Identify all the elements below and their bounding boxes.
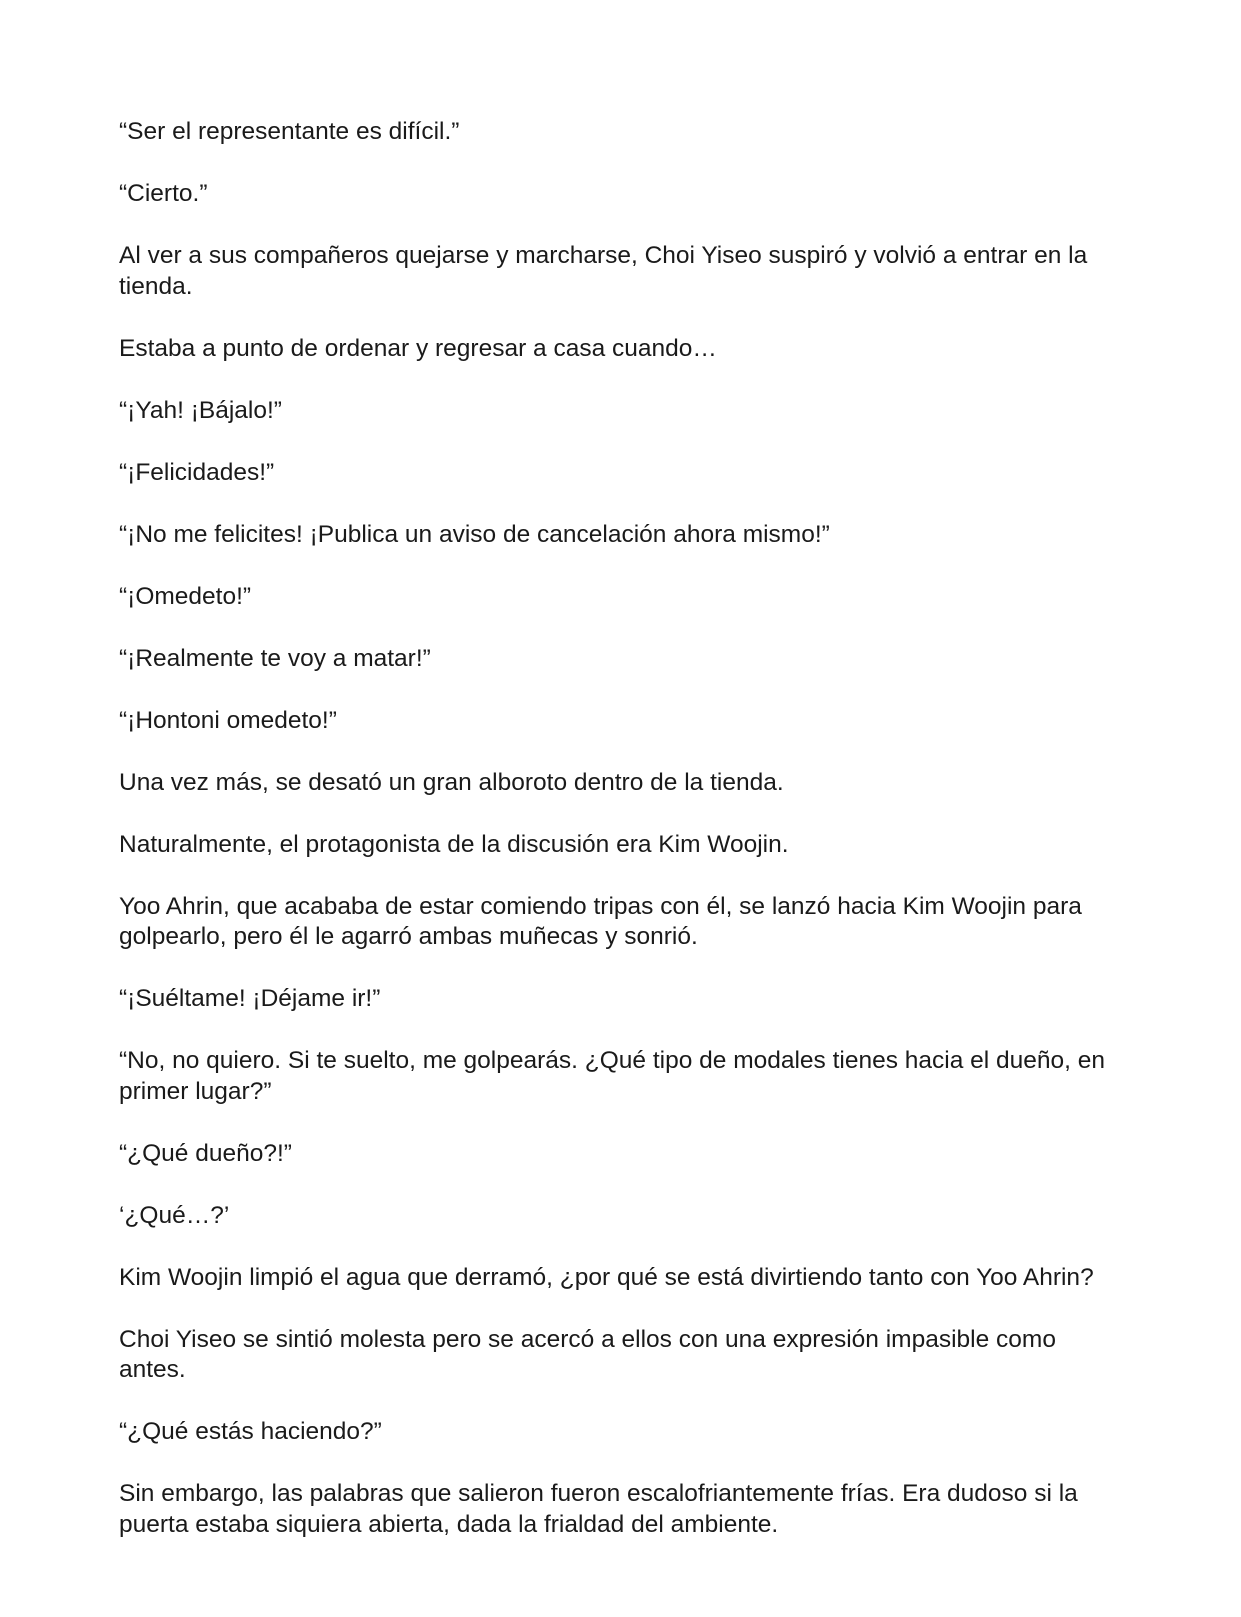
paragraph: “¡Suéltame! ¡Déjame ir!”	[119, 985, 381, 1012]
paragraph: “¿Qué dueño?!”	[119, 1139, 292, 1167]
paragraph: Una vez más, se desató un gran alboroto dentro de la tienda.	[119, 768, 784, 796]
paragraph: ‘¿Qué…?’	[119, 1201, 230, 1229]
paragraph: “¡Omedeto!”	[119, 582, 252, 610]
paragraph: “¡Realmente te voy a matar!”	[119, 644, 431, 672]
paragraph: “¿Qué estás haciendo?”	[119, 1418, 382, 1445]
paragraph: “No, no quiero. Si te suelto, me golpearás. ¿Qué tipo de modales tienes hacia el dueño, en primer lugar?”	[119, 1047, 1106, 1105]
paragraph: Estaba a punto de ordenar y regresar a casa cuando…	[119, 334, 717, 362]
paragraph: “¡Hontoni omedeto!”	[119, 706, 337, 734]
paragraph: Yoo Ahrin, que acababa de estar comiendo tripas con él, se lanzó hacia Kim Woojin para golpearlo, pero él le agarró ambas muñecas y sonrió.	[119, 892, 1082, 950]
paragraph: “Ser el representante es difícil.”	[119, 118, 460, 145]
paragraph: Kim Woojin limpió el agua que derramó, ¿por qué se está divirtiendo tanto con Yoo Ahrin?	[119, 1263, 1094, 1291]
document-body	[119, 117, 1129, 1572]
paragraph: Naturalmente, el protagonista de la discusión era Kim Woojin.	[119, 830, 789, 858]
paragraph: Choi Yiseo se sintió molesta pero se acercó a ellos con una expresión impasible como antes.	[119, 1325, 1056, 1383]
paragraph: Sin embargo, las palabras que salieron fueron escalofriantemente frías. Era dudoso si la puerta estaba siquiera abierta, dada la frialdad del ambiente.	[119, 1480, 1078, 1538]
paragraph: “¡No me felicites! ¡Publica un aviso de cancelación ahora mismo!”	[119, 520, 830, 548]
paragraph: Al ver a sus compañeros quejarse y marcharse, Choi Yiseo suspiró y volvió a entrar en la tienda.	[119, 242, 1088, 300]
paragraph: “¡Yah! ¡Bájalo!”	[119, 396, 282, 424]
paragraph: “¡Felicidades!”	[119, 458, 275, 486]
paragraph: “Cierto.”	[119, 180, 208, 207]
